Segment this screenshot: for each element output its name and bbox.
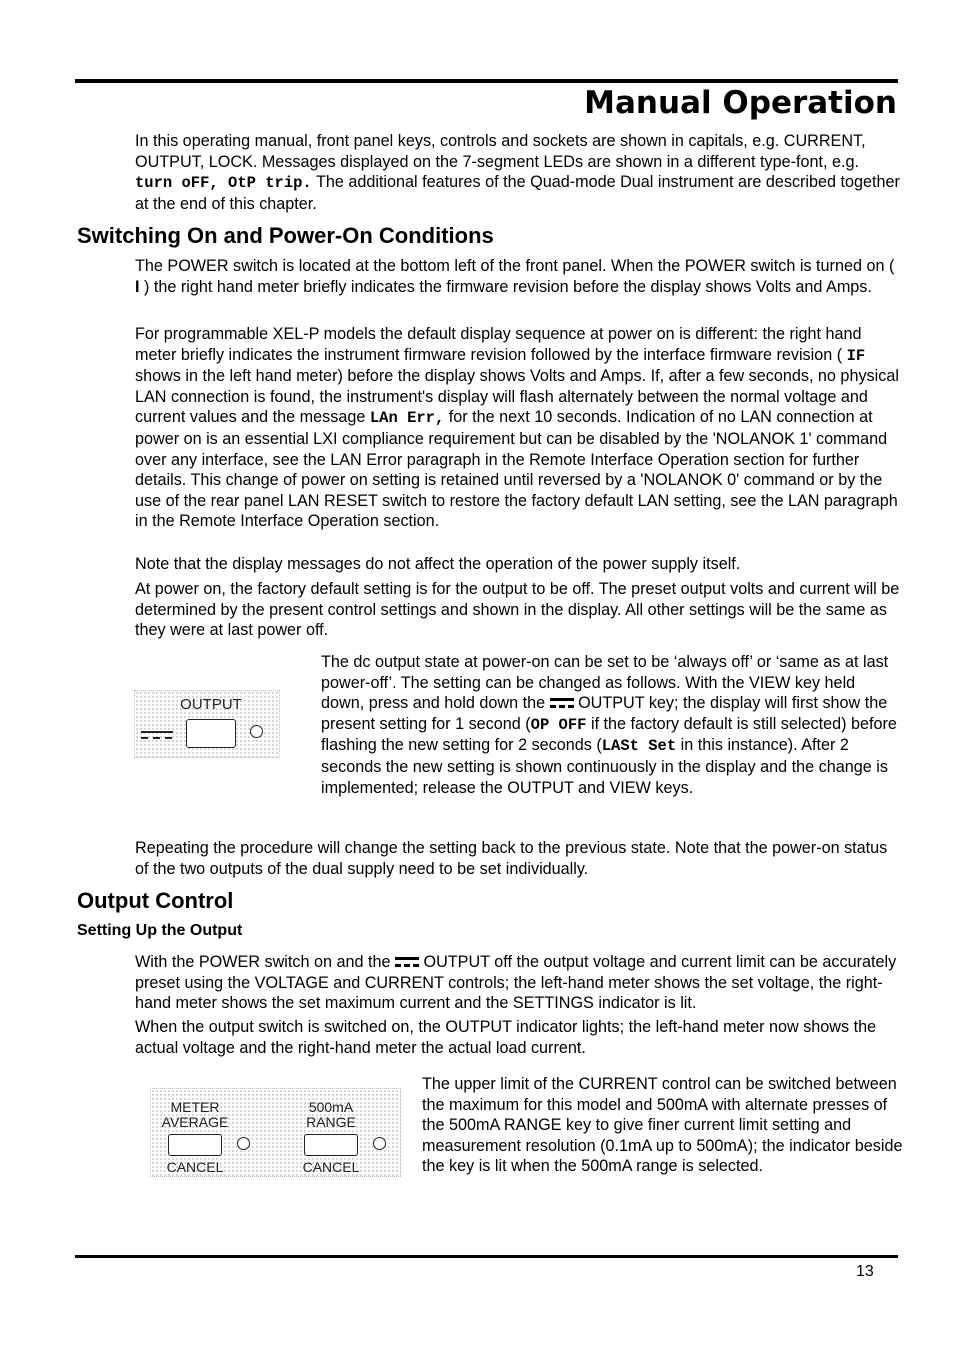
meter-key-cancel-label: CANCEL — [166, 1159, 224, 1175]
output-p1-text-b: OUTPUT off the output voltage and current limit can be accurately preset using the VOLTAGE and CURRENT controls; the left-hand meter shows the set voltage, the right-hand meter shows the set maximum current and the SETTINGS indicator is lit. — [135, 953, 897, 1013]
switching-p5-code-last-set: LASt Set — [601, 737, 677, 756]
section-heading-output-control: Output Control — [77, 888, 234, 913]
dc-output-icon — [395, 956, 419, 968]
switching-p5-text-d: in this instance). After 2 seconds the new setting is shown continuously in the display and the change is implemented; release the OUTPUT and VIEW keys. — [321, 736, 888, 797]
range-key-label-line2: RANGE — [306, 1114, 356, 1130]
switching-paragraph-3: Note that the display messages do not affect the operation of the power supply itself. — [135, 555, 741, 573]
switching-p5-code-op-off: OP OFF — [530, 715, 587, 734]
switching-p5-text-c: if the factory default is still selected) before flashing the new setting for 2 seconds ( — [321, 714, 897, 755]
output-p1-text-a: With the POWER switch on and the — [135, 953, 396, 971]
switching-p2-text-b: shows in the left hand meter) before the display shows Volts and Amps. If, after a few seconds, no physical LAN connection is found, the instrument's display will flash alternately between the normal voltage and current values and the message — [135, 367, 899, 427]
page-title: Manual Operation — [584, 85, 897, 121]
switching-paragraph-4: At power on, the factory default setting is for the output to be off. The preset output volts and current will be determined by the present control settings and shown in the display. All other settings will be the same as they were at last power off. — [135, 580, 900, 640]
output-key — [186, 719, 236, 748]
output-paragraph-3: The upper limit of the CURRENT control can be switched between the maximum for this model and 500mA with alternate presses of the 500mA RANGE key to give finer current limit setting and measurement resolution (0.1mA up to 500mA); the indicator beside the key is lit when the 500mA range is selected. — [422, 1075, 903, 1176]
switching-paragraph-2 — [135, 324, 900, 532]
switching-p5-text-a: The dc output state at power-on can be set to be ‘always off’ or ‘same as at last power-off’. The setting can be changed as follows. With the VIEW key held down, press and hold down the — [321, 653, 889, 713]
intro-code: turn oFF, OtP trip. — [135, 174, 312, 193]
switching-p2-text-a: For programmable XEL-P models the default display sequence at power on is different: the right hand meter briefly indicates the instrument firmware revision followed by the interface firmware revision ( — [135, 325, 862, 364]
range-500ma-indicator-led — [373, 1137, 386, 1150]
switching-p2-code-if: IF — [846, 346, 866, 365]
meter-average-indicator-led — [237, 1137, 250, 1150]
dc-output-icon — [550, 697, 574, 709]
dc-symbol-dash — [153, 737, 160, 739]
range-500ma-key — [304, 1134, 358, 1156]
meter-key-label-line1: METER — [170, 1099, 220, 1115]
dc-symbol-bar — [141, 731, 173, 733]
range-key-cancel-label: CANCEL — [302, 1159, 360, 1175]
power-on-symbol: I — [135, 277, 140, 296]
meter-range-panel-figure — [150, 1088, 401, 1177]
meter-average-key — [168, 1134, 222, 1156]
switching-p1-text-a: The POWER switch is located at the bottom left of the front panel. When the POWER switch is turned on ( — [135, 257, 895, 275]
dc-symbol-dash — [165, 737, 172, 739]
output-paragraph-2: When the output switch is switched on, the OUTPUT indicator lights; the left-hand meter now shows the actual voltage and the right-hand meter the actual load current. — [135, 1018, 877, 1057]
output-key-panel-figure — [134, 690, 280, 758]
intro-paragraph — [135, 131, 900, 214]
intro-text-1: In this operating manual, front panel keys, controls and sockets are shown in capitals, e.g. CURRENT, OUTPUT, LOCK. Messages displayed on the 7-segment LEDs are shown in a different type-font, e.g. — [135, 132, 866, 171]
range-key-label-line1: 500mA — [308, 1099, 354, 1115]
switching-p2-code-lan-err: LAn Err, — [369, 409, 445, 428]
bottom-rule — [75, 1255, 898, 1258]
dc-symbol-dash — [141, 737, 148, 739]
switching-p5-text-b: OUTPUT key; the display will first show the present setting for 1 second ( — [321, 694, 888, 733]
output-paragraph-1 — [135, 952, 900, 1014]
section-heading-switching-on: Switching On and Power-On Conditions — [77, 223, 494, 248]
switching-paragraph-1 — [135, 256, 900, 297]
switching-p2-text-c: for the next 10 seconds. Indication of no LAN connection at power on is an essential LXI compliance requirement but can be disabled by the 'NOLANOK 1' command over any interface, see the LAN Error paragraph in the Remote Interface Operation section for further details. This change of power on setting is retained until reversed by a 'NOLANOK 0' command or by the use of the rear panel LAN RESET switch to restore the factory default LAN setting, see the LAN paragraph in the Remote Interface Operation section. — [135, 408, 898, 531]
meter-key-label-line2: AVERAGE — [161, 1114, 229, 1130]
switching-paragraph-6: Repeating the procedure will change the setting back to the previous state. Note that the power-on status of the two outputs of the dual supply need to be set individually. — [135, 839, 888, 878]
intro-text-2: The additional features of the Quad-mode Dual instrument are described together at the end of this chapter. — [135, 173, 900, 213]
page-number: 13 — [856, 1263, 874, 1280]
output-indicator-led — [250, 725, 263, 738]
switching-paragraph-5 — [321, 652, 899, 798]
top-rule — [75, 79, 898, 83]
output-key-label: OUTPUT — [180, 696, 242, 713]
subsection-heading-setting-up: Setting Up the Output — [77, 922, 243, 939]
switching-p1-text-b: ) the right hand meter briefly indicates the firmware revision before the display shows Volts and Amps. — [144, 277, 872, 296]
